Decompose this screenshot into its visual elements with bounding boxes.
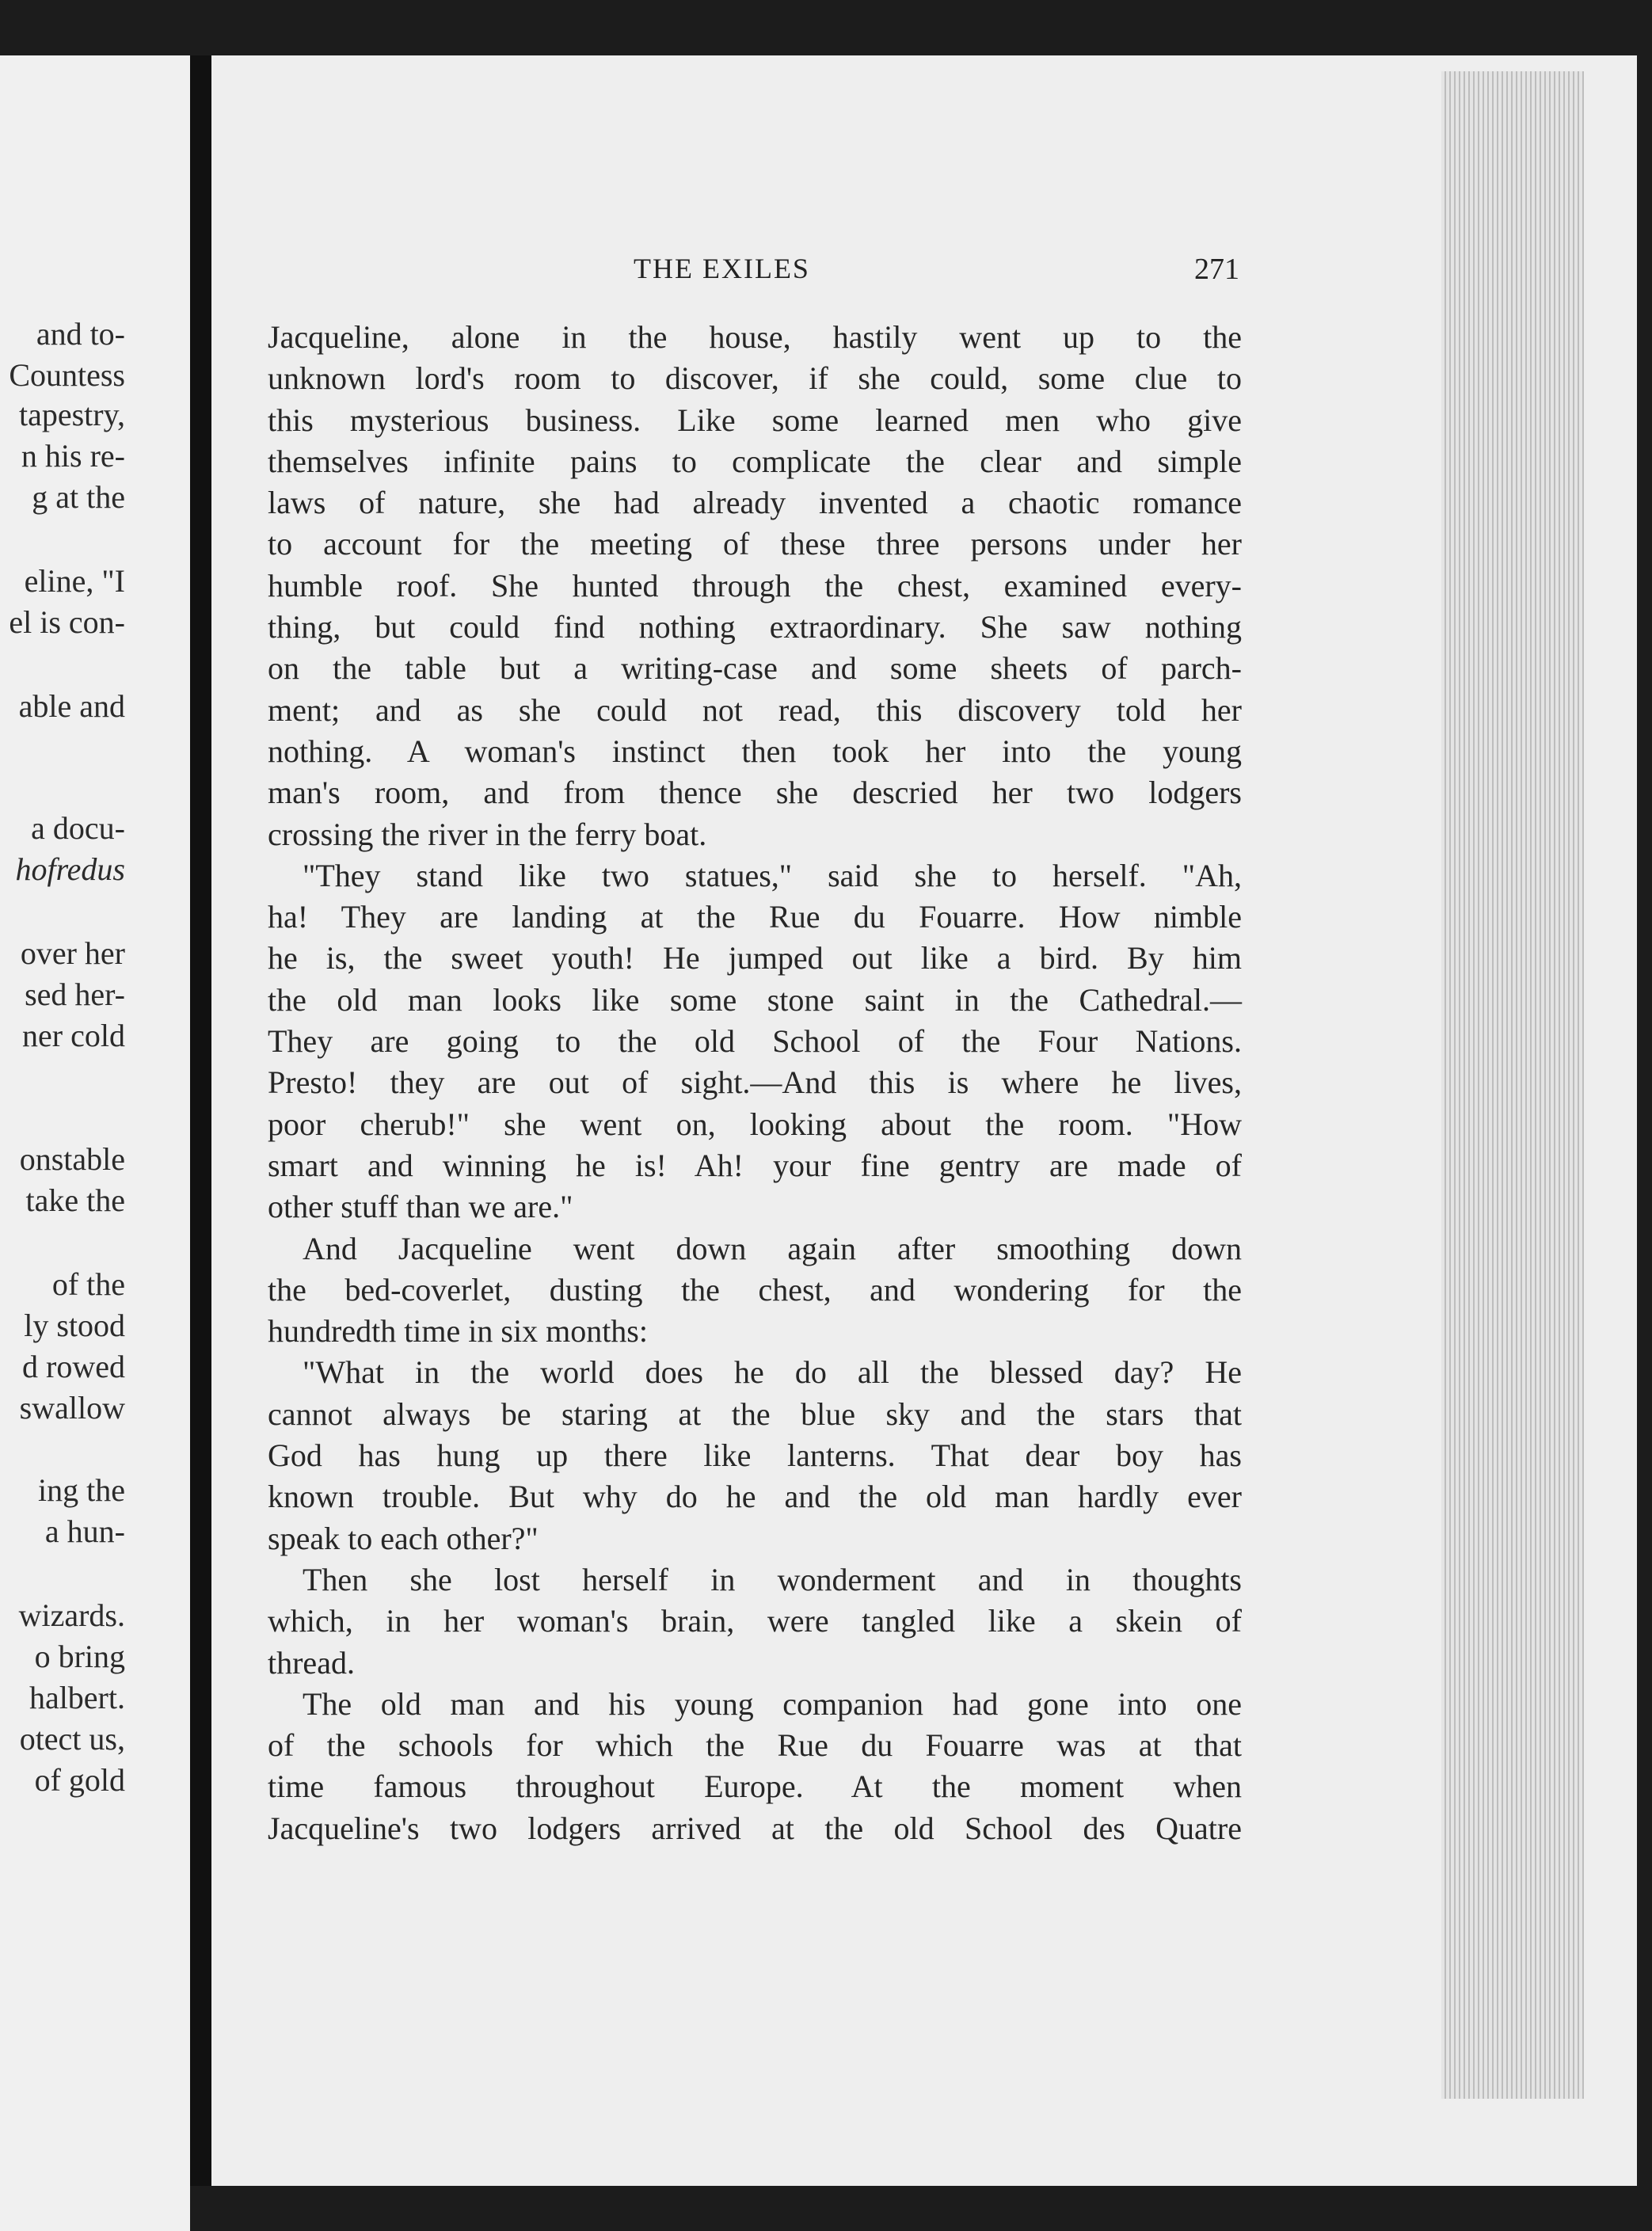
text-line: thread. xyxy=(268,1644,355,1681)
text-line: The old man and his young companion had gone into one xyxy=(303,1685,1242,1722)
text-line: known trouble. But why do he and the old man hardly ever xyxy=(268,1479,1242,1515)
page-body-text xyxy=(268,317,1242,1849)
text-line: thing, but could find nothing extraordinary. She saw nothing xyxy=(268,609,1242,645)
left-page-fragment: otect us, xyxy=(19,1721,125,1757)
left-page-fragment: a docu- xyxy=(31,810,125,846)
book-gutter xyxy=(190,55,211,2186)
left-page-fragment: el is con- xyxy=(9,604,125,640)
left-page-fragment: sed her- xyxy=(25,977,125,1012)
text-line: the old man looks like some stone saint in the Cathedral.— xyxy=(268,981,1242,1018)
text-line: the bed-coverlet, dusting the chest, and wondering for the xyxy=(268,1271,1242,1308)
text-line: "What in the world does he do all the blessed day? He xyxy=(303,1354,1242,1391)
page-edges xyxy=(1441,71,1584,2099)
left-page-fragment: ly stood xyxy=(24,1308,125,1343)
text-line: he is, the sweet youth! He jumped out like a bird. By him xyxy=(268,940,1242,977)
page-number: 271 xyxy=(1194,253,1239,286)
text-line: crossing the river in the ferry boat. xyxy=(268,816,707,852)
text-line: "They stand like two statues," said she to herself. "Ah, xyxy=(303,857,1242,893)
text-line: God has hung up there like lanterns. That dear boy has xyxy=(268,1437,1242,1474)
left-page-fragment: and to- xyxy=(36,316,125,352)
left-page-fragment: wizards. xyxy=(18,1597,125,1633)
running-head: THE EXILES xyxy=(634,253,810,284)
text-line: And Jacqueline went down again after smoothing down xyxy=(303,1230,1242,1266)
left-page-fragment: d rowed xyxy=(22,1349,125,1384)
text-line: this mysterious business. Like some learned men who give xyxy=(268,402,1242,438)
text-line: They are going to the old School of the Four Nations. xyxy=(268,1023,1242,1060)
text-line: other stuff than we are." xyxy=(268,1189,573,1225)
left-page-fragment: o bring xyxy=(34,1639,125,1674)
text-line: nothing. A woman's instinct then took her into the young xyxy=(268,733,1242,769)
left-page-fragment: n his re- xyxy=(21,438,125,474)
text-line: time famous throughout Europe. At the moment when xyxy=(268,1768,1242,1805)
text-line: unknown lord's room to discover, if she could, some clue to xyxy=(268,360,1242,397)
text-line: Jacqueline, alone in the house, hastily went up to the xyxy=(268,319,1242,355)
left-page-fragment: able and xyxy=(18,688,125,724)
text-line: laws of nature, she had already invented a chaotic romance xyxy=(268,485,1242,521)
text-line: hundredth time in six months: xyxy=(268,1313,648,1350)
left-page-fragment: ing the xyxy=(38,1472,125,1508)
left-page-fragment: take the xyxy=(25,1182,125,1218)
left-page-fragment: of gold xyxy=(34,1762,125,1798)
text-line: smart and winning he is! Ah! your fine gentry are made of xyxy=(268,1147,1242,1183)
text-line: speak to each other?" xyxy=(268,1520,539,1556)
left-page-fragment: onstable xyxy=(19,1141,125,1177)
text-line: themselves infinite pains to complicate the clear and simple xyxy=(268,443,1242,479)
text-line: humble roof. She hunted through the chest, examined every- xyxy=(268,567,1242,603)
text-line: man's room, and from thence she descried her two lodgers xyxy=(268,775,1242,811)
left-page-fragment: a hun- xyxy=(44,1513,125,1549)
left-page xyxy=(0,55,190,2231)
left-page-fragment: halbert. xyxy=(29,1680,125,1715)
left-page-fragment: eline, "I xyxy=(24,563,125,599)
text-line: ment; and as she could not read, this discovery told her xyxy=(268,691,1242,728)
left-page-fragment: Countess xyxy=(9,357,125,393)
left-page-fragment: over her xyxy=(20,935,125,971)
left-page-fragment: tapestry, xyxy=(18,397,125,432)
text-line: of the schools for which the Rue du Fouarre was at that xyxy=(268,1727,1242,1764)
text-line: Jacqueline's two lodgers arrived at the old School des Quatre xyxy=(268,1810,1242,1846)
text-line: Presto! they are out of sight.—And this is where he lives, xyxy=(268,1064,1242,1101)
text-line: which, in her woman's brain, were tangled like a skein of xyxy=(268,1603,1242,1639)
text-line: on the table but a writing-case and some sheets of parch- xyxy=(268,650,1242,687)
left-page-fragment: swallow xyxy=(19,1390,125,1426)
text-line: to account for the meeting of these three persons under her xyxy=(268,526,1242,562)
text-line: ha! They are landing at the Rue du Fouarre. How nimble xyxy=(268,899,1242,935)
left-page-fragment: ner cold xyxy=(22,1018,125,1053)
left-page-fragment: of the xyxy=(51,1266,125,1302)
text-line: cannot always be staring at the blue sky and the stars that xyxy=(268,1395,1242,1432)
left-page-fragment: hofredus xyxy=(15,851,125,887)
left-page-fragment: g at the xyxy=(32,479,125,515)
text-line: poor cherub!" she went on, looking about the room. "How xyxy=(268,1106,1242,1142)
text-line: Then she lost herself in wonderment and in thoughts xyxy=(303,1561,1242,1597)
